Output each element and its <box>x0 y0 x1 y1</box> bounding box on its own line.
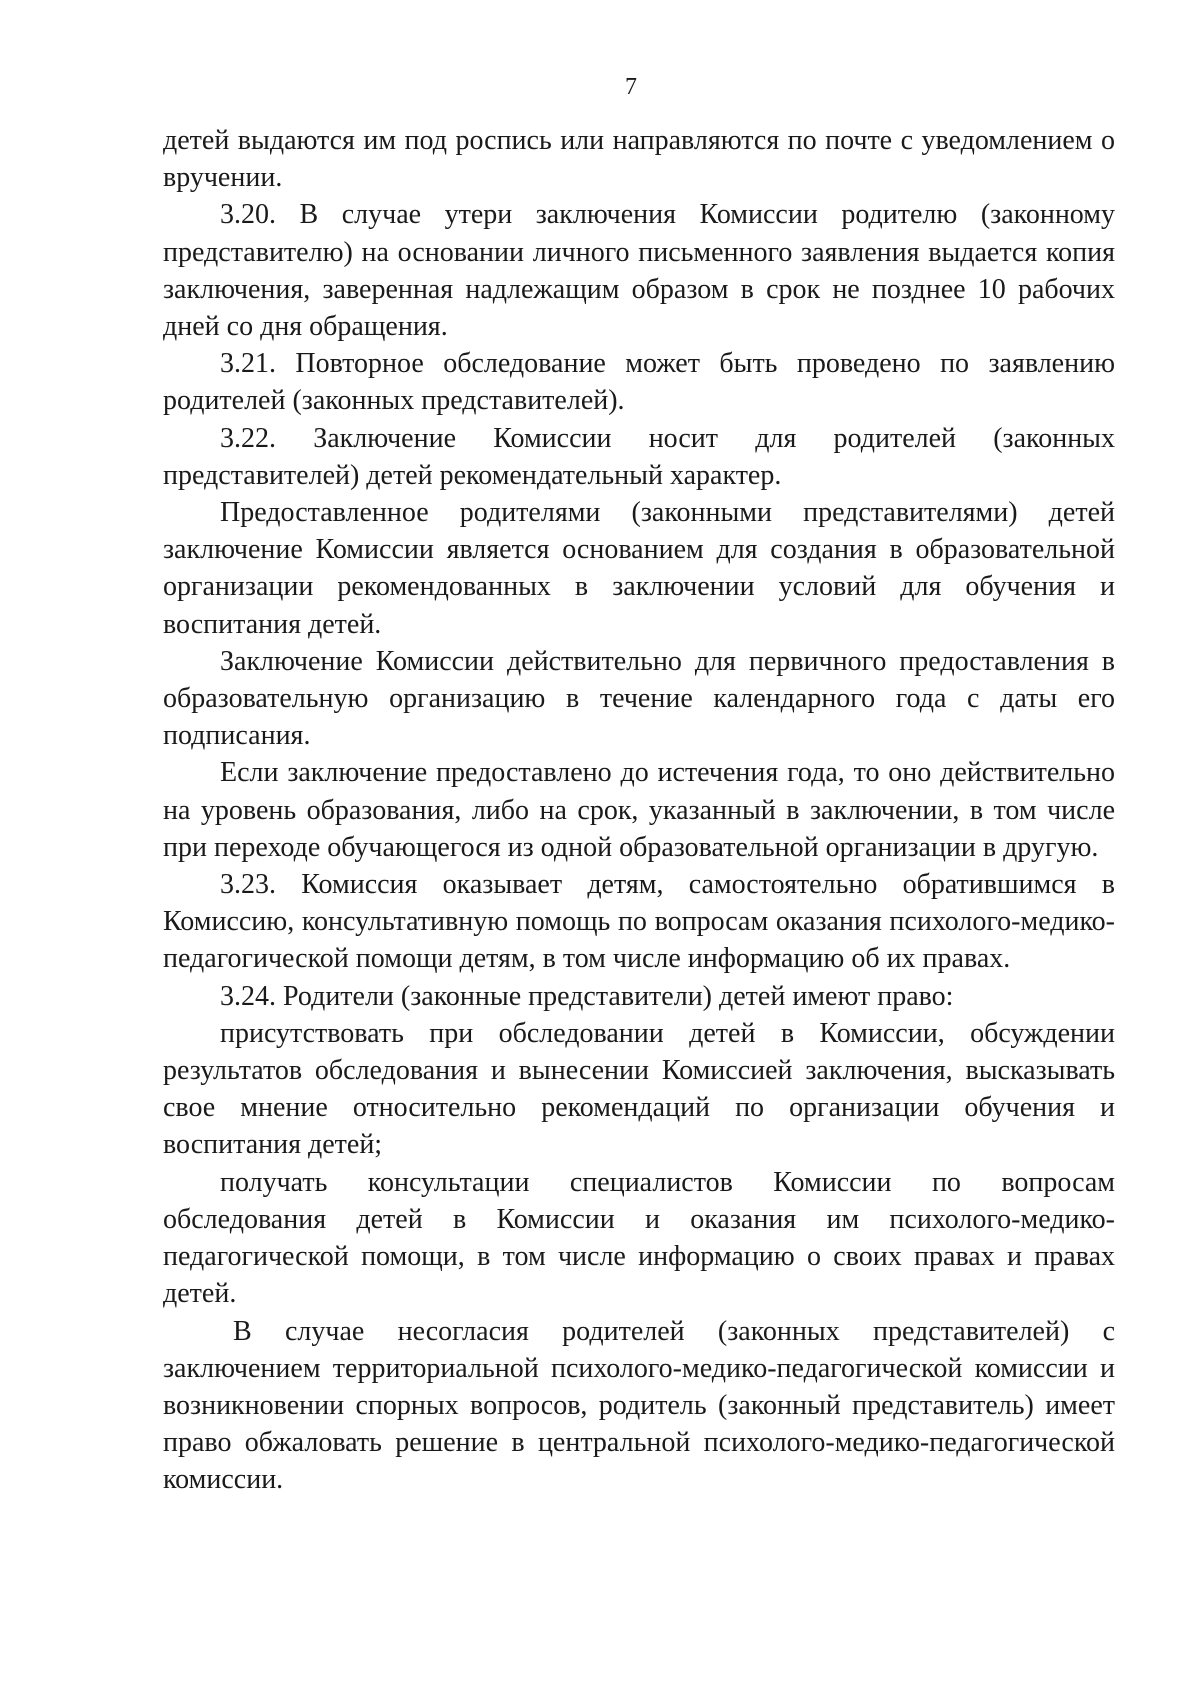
paragraph-3-20: 3.20. В случае утери заключения Комиссии родителю (законному представителю) на основании личного письменного заявления выдается копия заключения, заверенная надлежащим образом в срок не позднее 10 рабочих дней со дня обращения. <box>163 199 1115 343</box>
paragraph-conclusion-term: Если заключение предоставлено до истечения года, то оно действительно на уровень образования, либо на срок, указанный в заключении, в том числе при переходе обучающегося из одной образовательной организации в другую. <box>163 757 1115 863</box>
paragraph-conclusion-validity: Заключение Комиссии действительно для первичного предоставления в образовательную организацию в течение календарного года с даты его подписания. <box>163 645 1115 752</box>
paragraph-right-attend: присутствовать при обследовании детей в Комиссии, обсуждении результатов обследования и вынесении Комиссией заключения, высказывать свое мнение относительно рекомендаций по организации обучения и воспитания детей; <box>163 1017 1115 1161</box>
page-number: 7 <box>625 74 637 100</box>
paragraph-3-21: 3.21. Повторное обследование может быть проведено по заявлению родителей (законных представителей). <box>163 348 1115 417</box>
paragraph-3-24: 3.24. Родители (законные представители) детей имеют право: <box>220 980 954 1012</box>
paragraph-3-23: 3.23. Комиссия оказывает детям, самостоятельно обратившимся в Комиссию, консультативную помощь по вопросам оказания психолого-медико-педагогической помощи детям, в том числе информацию об их правах. <box>163 869 1115 975</box>
paragraph-right-consult: получать консультации специалистов Комиссии по вопросам обследования детей в Комиссии и оказания им психолого-медико-педагогической помощи, в том числе информацию о своих правах и правах детей. <box>163 1166 1115 1310</box>
paragraph-3-22: 3.22. Заключение Комиссии носит для родителей (законных представителей) детей рекомендательный характер. <box>163 422 1115 491</box>
paragraph-conclusion-basis: Предоставленное родителями (законными представителями) детей заключение Комиссии является основанием для создания в образовательной организации рекомендованных в заключении условий для обучения и воспитания детей. <box>163 497 1115 640</box>
paragraph-appeal: В случае несогласия родителей (законных представителей) с заключением территориальной психолого-медико-педагогической комиссии и возникновении спорных вопросов, родитель (законный представитель) имеет право обжаловать решение в центральной психолого-медико-педагогической комиссии. <box>163 1315 1115 1496</box>
document-body <box>163 122 1115 1499</box>
paragraph-continuation: детей выдаются им под роспись или направляются по почте с уведомлением о вручении. <box>163 125 1115 194</box>
